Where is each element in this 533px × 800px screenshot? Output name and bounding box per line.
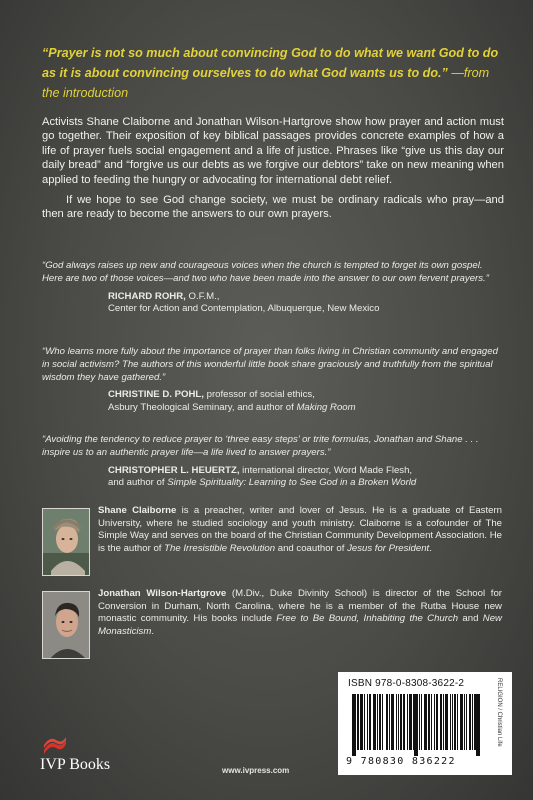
- author-photo-wilson-hartgrove: [42, 591, 90, 659]
- barcode-bar: [424, 694, 425, 750]
- bio-book-title: The Irresistible Revolution: [164, 542, 276, 554]
- endorser-name: CHRISTOPHER L. HEUERTZ,: [108, 464, 240, 476]
- endorser-affiliation: and author of: [108, 477, 168, 489]
- barcode-bar: [477, 694, 478, 756]
- barcode-bar: [417, 694, 418, 756]
- endorsement-pohl: [42, 346, 502, 415]
- barcode-bar: [460, 694, 461, 750]
- barcode-bar: [352, 694, 353, 756]
- barcode-bar: [414, 694, 415, 756]
- barcode-bar: [407, 694, 408, 750]
- author-bio-wilson-hartgrove: [42, 588, 502, 638]
- barcode-bar: [391, 694, 392, 750]
- barcode-bar: [443, 694, 444, 750]
- barcode-bar: [389, 694, 390, 750]
- barcode-digits: 9 780830 836222: [346, 756, 456, 767]
- barcode-bar: [375, 694, 376, 750]
- barcode-bar: [431, 694, 432, 750]
- barcode-bar: [454, 694, 455, 750]
- barcode-bar: [428, 694, 429, 750]
- isbn-barcode-box: [338, 672, 512, 775]
- endorsement-rohr: [42, 260, 502, 316]
- bio-book-title: Free to Be Bound, Inhabiting the Church: [276, 613, 459, 625]
- author-photo-claiborne: [42, 508, 90, 576]
- endorser-affiliation: Asbury Theological Seminary, and author of: [108, 401, 297, 413]
- endorser-affiliation: Center for Action and Contemplation, Albuquerque, New Mexico: [108, 303, 380, 315]
- endorser-book: Simple Spirituality: Learning to See God in a Broken World: [167, 477, 417, 489]
- barcode-bar: [369, 694, 370, 750]
- barcode-bar: [450, 694, 451, 750]
- barcode-bar: [461, 694, 462, 750]
- barcode-bar: [446, 694, 447, 750]
- barcode-bar: [478, 694, 479, 756]
- bio-segment: is a preacher, writer and lover of Jesus. He is a graduate of Eastern University, where he studied sociology and youth ministry. Claiborne is a cofounder of The Simple Way and serves on the board of the Christian Community Development Association. He is the author of: [98, 505, 503, 554]
- barcode-bar: [416, 694, 417, 756]
- barcode-bar: [370, 694, 371, 750]
- barcode-bar: [379, 694, 380, 750]
- bio-text: [98, 505, 502, 555]
- bio-segment: and coauthor of: [275, 542, 348, 554]
- bio-segment: and: [458, 613, 483, 625]
- barcode-bar: [393, 694, 394, 750]
- endorser-name: RICHARD ROHR,: [108, 290, 186, 302]
- endorser-title: international director, Word Made Flesh,: [239, 464, 413, 476]
- endorser-name: CHRISTINE D. POHL,: [108, 389, 204, 401]
- barcode-bar: [410, 694, 411, 750]
- description-paragraph-2: If we hope to see God change society, we must be ordinary radicals who pray—and then are ready to become the answers to our own prayers.: [42, 194, 504, 221]
- barcode-bar: [386, 694, 387, 750]
- barcode-bar: [398, 694, 399, 750]
- barcode-bar: [425, 694, 426, 750]
- barcode-bar: [373, 694, 374, 750]
- barcode-bar: [392, 694, 393, 750]
- barcode-bar: [437, 694, 438, 750]
- barcode-bar: [476, 694, 477, 756]
- barcode-bar: [441, 694, 442, 750]
- barcode-bar: [374, 694, 375, 750]
- barcode-bar: [401, 694, 402, 750]
- author-name: Shane Claiborne: [98, 505, 177, 516]
- barcode-bar: [466, 694, 467, 750]
- barcode-bar: [421, 694, 422, 750]
- barcode-bar: [382, 694, 383, 750]
- pull-quote-source: —from the introduction: [42, 66, 490, 100]
- barcode-bar: [457, 694, 458, 750]
- endorsement-heuertz: [42, 434, 502, 490]
- barcode-bar: [469, 694, 470, 750]
- barcode-bar: [434, 694, 435, 750]
- bio-text: [98, 588, 502, 638]
- barcode-bar: [440, 694, 441, 750]
- barcode-bar: [387, 694, 388, 750]
- barcode-graphic: [352, 694, 480, 756]
- barcode-bar: [419, 694, 420, 750]
- description-paragraph-1: Activists Shane Claiborne and Jonathan Wilson-Hartgrove show how prayer and action must go together. Their exposition of key biblical passages provides concrete examples of how a life of prayer fuels social engagement and a life of justice. Phrases like “give us this day our daily bread” and “forgive us our debts as we forgive our debtors” take on new meaning when applied to feeding the hungry or advocating for international debt relief.: [42, 116, 504, 186]
- barcode-bar: [355, 694, 356, 756]
- endorser-book: Making Room: [296, 401, 356, 413]
- publisher-website: www.ivpress.com: [222, 766, 290, 775]
- bio-segment: (M.Div., Duke Divinity School) is director of the School for Conversion in Durham, North Carolina, where he is a member of the Rutba House new monastic community. His books include: [98, 588, 502, 625]
- barcode-bar: [364, 694, 365, 750]
- barcode-bar: [400, 694, 401, 750]
- barcode-bar: [413, 694, 414, 750]
- barcode-bar: [411, 694, 412, 750]
- barcode-bar: [445, 694, 446, 750]
- barcode-bar: [367, 694, 368, 750]
- isbn-label: ISBN 978-0-8308-3622-2: [348, 678, 465, 689]
- endorsement-quote: “God always raises up new and courageous voices when the church is tempted to forget its own gospel. Here are two of those voices—and two who have been made into the answer to our own fervent prayers.”: [42, 260, 489, 284]
- barcode-bar: [426, 694, 427, 750]
- barcode-bar: [354, 694, 355, 756]
- barcode-bar: [409, 694, 410, 750]
- endorser-title: O.F.M.,: [185, 290, 220, 302]
- endorsement-quote: “Avoiding the tendency to reduce prayer to ‘three easy steps’ or trite formulas, Jonathan and Shane . . . inspire us to an authentic prayer life—a life lived to answer prayers.”: [42, 434, 479, 458]
- publisher-name: IVP Books: [40, 756, 111, 773]
- barcode-bar: [475, 694, 476, 750]
- pull-quote-text: “Prayer is not so much about convincing God to do what we want God to do as it is about convincing ourselves to do what God wants us to do.”: [42, 46, 499, 80]
- barcode-bar: [380, 694, 381, 750]
- barcode-bar: [357, 694, 358, 750]
- barcode-bar: [447, 694, 448, 750]
- ivp-flag-icon: [42, 738, 68, 754]
- endorser-title: professor of social ethics,: [203, 389, 315, 401]
- barcode-bar: [358, 694, 359, 750]
- barcode-bar: [377, 694, 378, 750]
- barcode-bar: [362, 694, 363, 750]
- barcode-bar: [361, 694, 362, 750]
- barcode-bar: [404, 694, 405, 750]
- endorsement-attribution: [108, 465, 502, 490]
- barcode-bar: [455, 694, 456, 750]
- barcode-bar: [403, 694, 404, 750]
- endorsement-attribution: [108, 291, 502, 316]
- bisac-category: RELIGION / Christian Life: [496, 678, 502, 747]
- bio-book-title: Jesus for President: [347, 542, 430, 554]
- barcode-bar: [396, 694, 397, 750]
- bio-segment: .: [151, 625, 154, 637]
- barcode-bar: [474, 694, 475, 750]
- barcode-bar: [462, 694, 463, 750]
- barcode-bar: [452, 694, 453, 750]
- barcode-bar: [479, 694, 480, 756]
- barcode-bar: [472, 694, 473, 750]
- endorsement-attribution: [108, 389, 502, 414]
- bio-segment: .: [429, 542, 432, 554]
- book-description: [42, 115, 504, 222]
- barcode-bar: [353, 694, 354, 756]
- bio-book-title: New Monasticism: [98, 613, 502, 637]
- barcode-bar: [360, 694, 361, 750]
- author-name: Jonathan Wilson-Hartgrove: [98, 588, 227, 599]
- endorsement-quote: “Who learns more fully about the importance of prayer than folks living in Christian community and engaged in social activism? The authors of this wonderful little book share graciously and truthfully from the spiritual wisdom they have gathered.”: [42, 346, 498, 383]
- author-bio-claiborne: [42, 505, 502, 555]
- barcode-bar: [436, 694, 437, 750]
- barcode-bar: [415, 694, 416, 756]
- barcode-bar: [464, 694, 465, 750]
- barcode-bar: [470, 694, 471, 750]
- barcode-bar: [429, 694, 430, 750]
- pull-quote: [42, 43, 502, 103]
